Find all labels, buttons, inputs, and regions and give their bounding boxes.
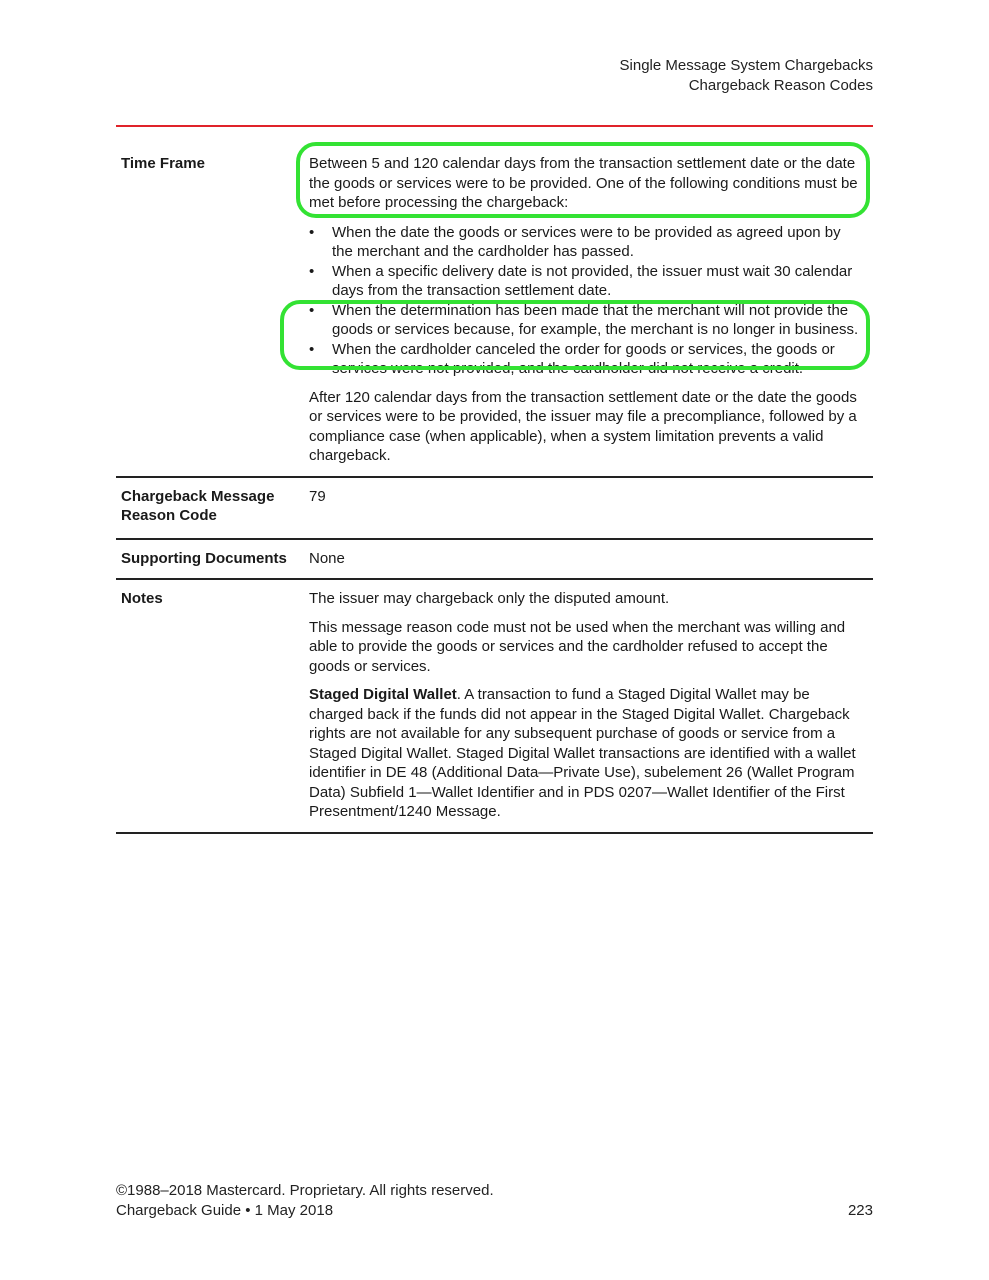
row-label: Chargeback Message Reason Code [121, 487, 275, 524]
list-item: • When the cardholder canceled the order for goods or services, the goods or services were not provided, and the cardholder did not receive a credit. [309, 340, 835, 377]
row-content: None [309, 549, 345, 567]
row-label: Time Frame [121, 155, 205, 172]
table-row-notes [116, 580, 873, 834]
row-content: 79 [309, 487, 326, 505]
time-frame-after: After 120 calendar days from the transaction settlement date or the date the goods or services were to be provided, the issuer may file a precompliance, followed by a compliance case (when applicable), when a system limitation prevents a valid chargeback. [309, 388, 857, 464]
reason-code-table [116, 145, 873, 834]
list-item: • When a specific delivery date is not provided, the issuer must wait 30 calendar days from the transaction settlement date. [309, 262, 853, 299]
list-item: • When the date the goods or services were to be provided as agreed upon by the merchant and the cardholder has passed. [309, 223, 841, 260]
header-divider [116, 125, 873, 127]
bullet-icon: • [309, 301, 315, 319]
highlight-annotation-intro [296, 142, 870, 218]
notes-paragraph: This message reason code must not be used when the merchant was willing and able to provide the goods or services and the cardholder refused to accept the goods or services. [309, 618, 846, 675]
row-content [304, 589, 873, 822]
page-footer [116, 1181, 873, 1221]
row-label: Supporting Documents [121, 549, 287, 567]
notes-paragraph: Staged Digital Wallet. A transaction to fund a Staged Digital Wallet may be charged back if the funds did not appear in the Staged Digital Wallet. Chargeback rights are not available for any subsequent purchase of goods or service from a Staged Digital Wallet. Staged Digital Wallet transactions are identified with a wallet identifier in DE 48 (Additional Data—Private Use), subelement 26 (Wallet Program Data) Subfield 1—Wallet Identifier and in PDS 0207—Wallet Identifier of the First Presentment/1240 Message. [309, 686, 856, 820]
row-label: Notes [121, 590, 163, 607]
footer-copyright: ©1988–2018 Mastercard. Proprietary. All rights reserved. [116, 1182, 494, 1199]
header-subsection-title: Chargeback Reason Codes [688, 77, 873, 94]
time-frame-intro: Between 5 and 120 calendar days from the transaction settlement date or the date the goods or services were to be provided. One of the following conditions must be met before processing the chargeback: [309, 155, 858, 211]
header-section-title: Single Message System Chargebacks [619, 57, 873, 74]
table-row-reason-code [116, 478, 873, 540]
list-item: • When the determination has been made that the merchant will not provide the goods or services because, for example, the merchant is no longer in business. [309, 301, 859, 338]
page-number: 223 [847, 1202, 873, 1219]
bullet-icon: • [309, 223, 315, 241]
footer-guide-title: Chargeback Guide • 1 May 2018 [116, 1202, 334, 1219]
staged-wallet-term: Staged Digital Wallet [309, 686, 457, 703]
table-row-supporting-documents [116, 540, 873, 581]
highlight-annotation-bullet [280, 300, 870, 370]
bullet-icon: • [309, 340, 315, 358]
notes-paragraph: The issuer may chargeback only the disputed amount. [309, 590, 670, 607]
bullet-icon: • [309, 262, 315, 280]
page-header [620, 56, 873, 96]
